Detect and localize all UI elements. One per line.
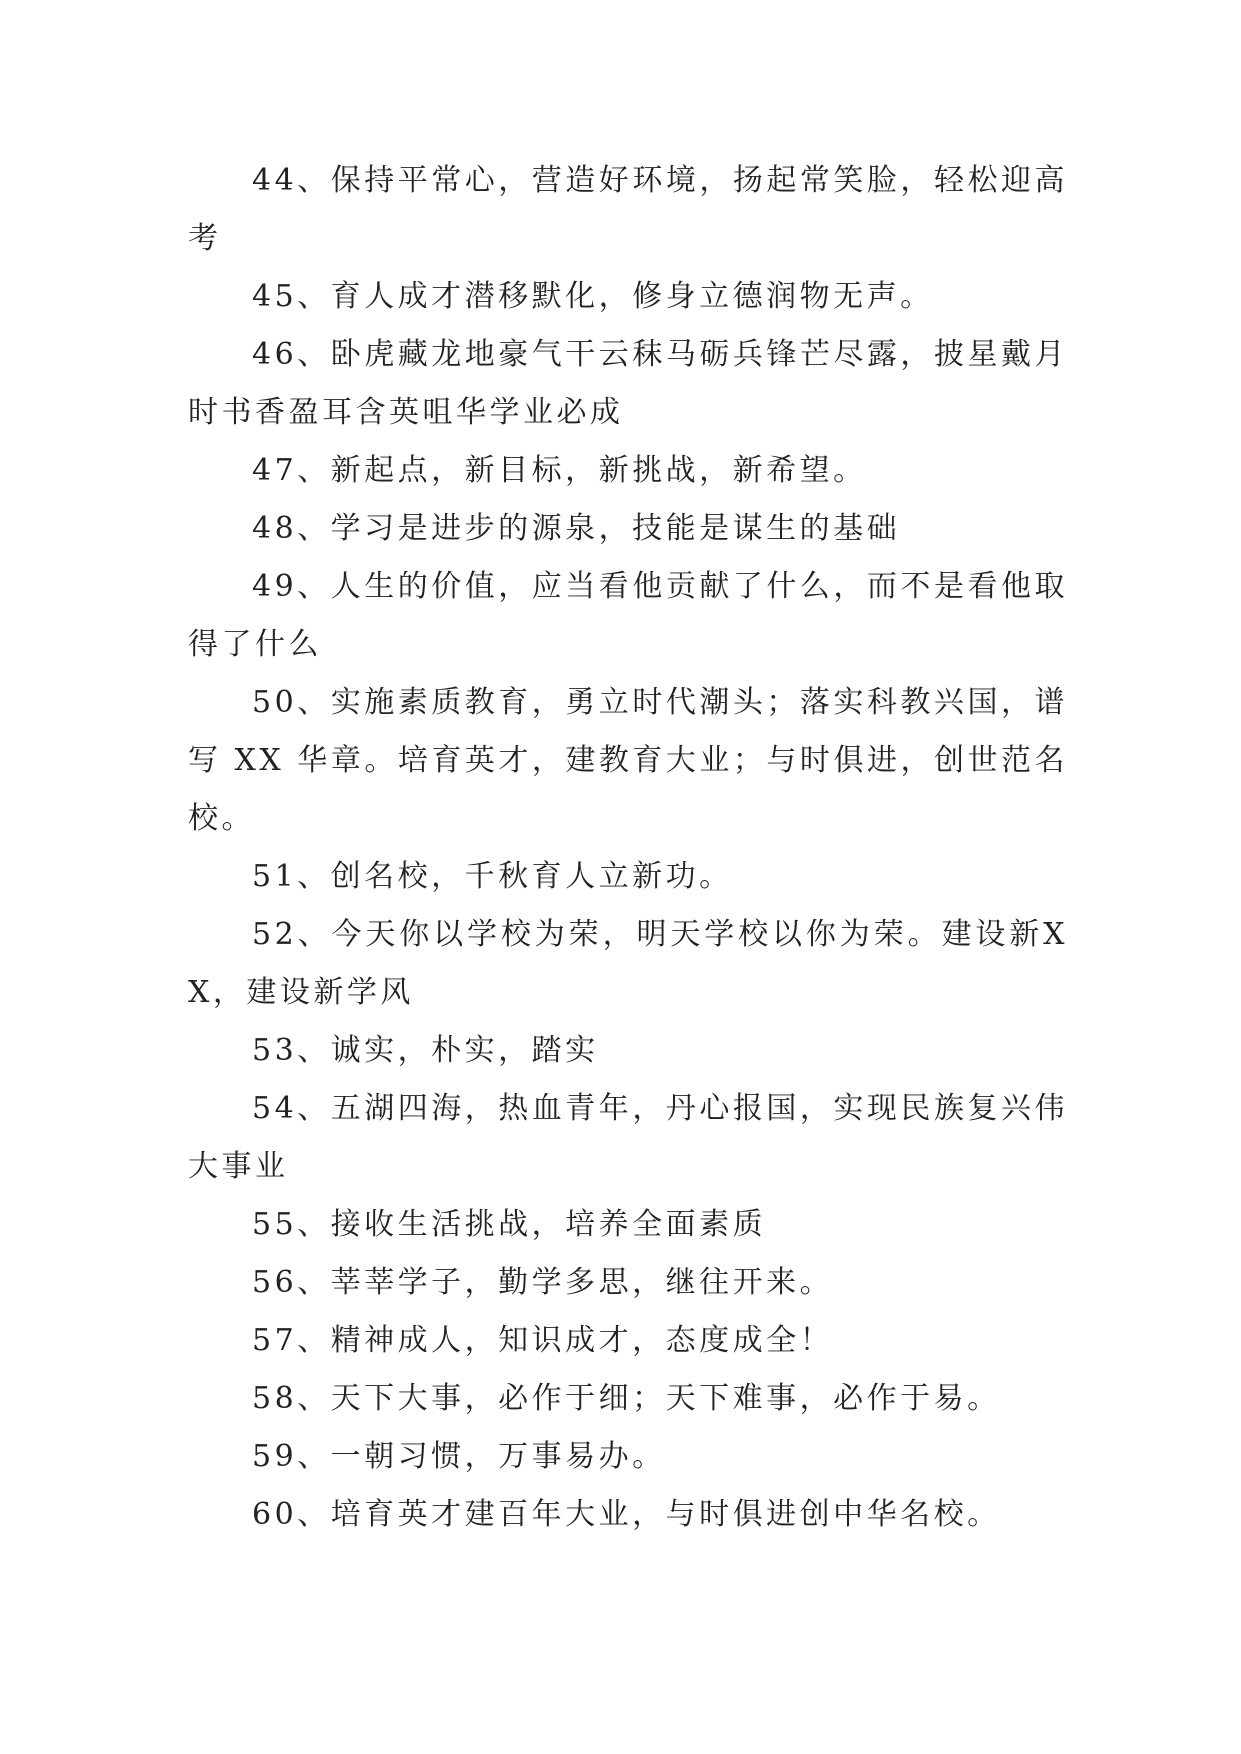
list-item: 45、育人成才潜移默化，修身立德润物无声。 <box>252 279 934 314</box>
list-item: 52、今天你以学校为荣，明天学校以你为荣。建设新XX，建设新学风 <box>188 917 1068 1010</box>
list-item: 55、接收生活挑战，培养全面素质 <box>252 1207 767 1242</box>
list-item: 58、天下大事，必作于细；天下难事，必作于易。 <box>252 1381 1001 1416</box>
list-item: 54、五湖四海，热血青年，丹心报国，实现民族复兴伟大事业 <box>188 1091 1068 1184</box>
list-item: 57、精神成人，知识成才，态度成全！ <box>252 1323 834 1358</box>
list-item: 56、莘莘学子，勤学多思，继往开来。 <box>252 1265 834 1300</box>
list-item: 44、保持平常心，营造好环境，扬起常笑脸，轻松迎高考 <box>188 163 1068 256</box>
list-item: 47、新起点，新目标，新挑战，新希望。 <box>252 453 867 488</box>
list-item: 46、卧虎藏龙地豪气干云秣马砺兵锋芒尽露，披星戴月时书香盈耳含英咀华学业必成 <box>188 337 1068 430</box>
list-item: 49、人生的价值，应当看他贡献了什么，而不是看他取得了什么 <box>188 569 1068 662</box>
list-item: 48、学习是进步的源泉，技能是谋生的基础 <box>252 511 901 546</box>
list-item: 60、培育英才建百年大业，与时俱进创中华名校。 <box>252 1497 1001 1532</box>
list-item: 59、一朝习惯，万事易办。 <box>252 1439 666 1474</box>
list-item: 53、诚实，朴实，踏实 <box>252 1033 599 1068</box>
list-item: 51、创名校，千秋育人立新功。 <box>252 859 733 894</box>
list-item: 50、实施素质教育，勇立时代潮头；落实科教兴国，谱写 XX 华章。培育英才，建教育大业；与时俱进，创世范名校。 <box>188 685 1068 836</box>
slogan-list <box>188 152 1068 1544</box>
